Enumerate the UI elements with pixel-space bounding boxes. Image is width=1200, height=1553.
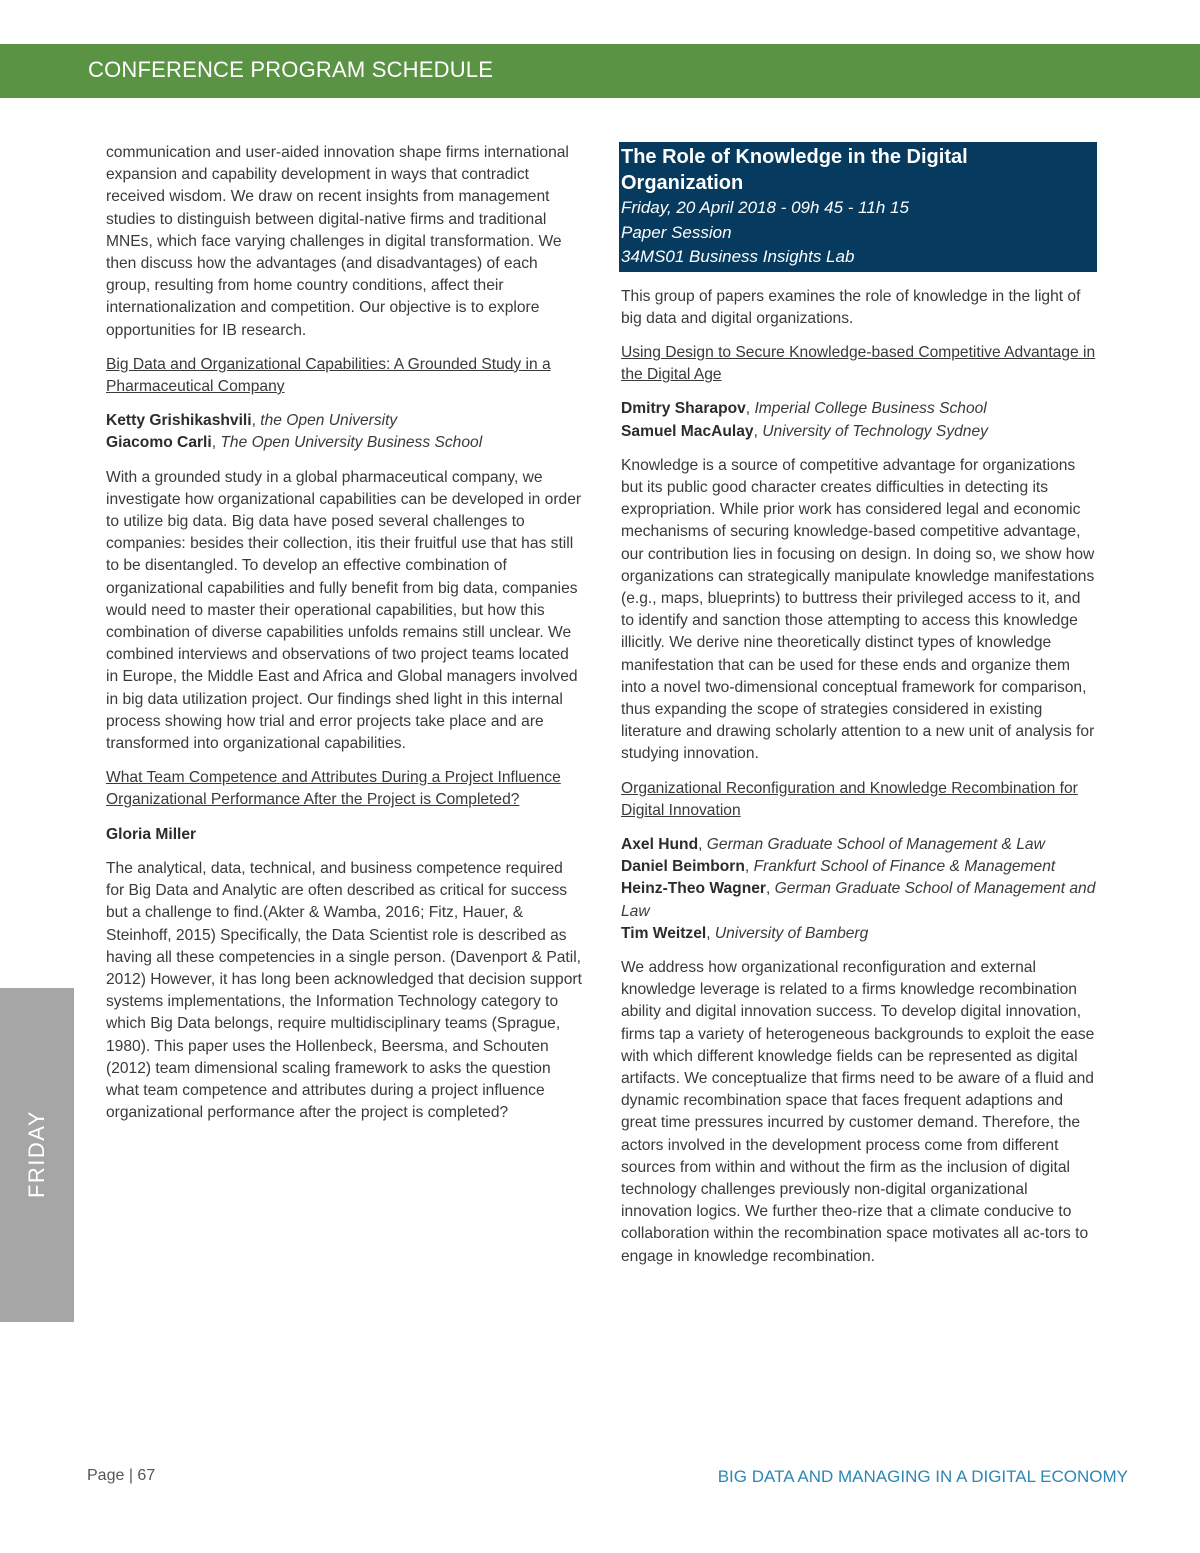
author-affiliation: University of Bamberg — [714, 924, 869, 942]
paper-abstract: Knowledge is a source of competitive advantage for organizations but its public good character creates difficulties in detecting its expropriation. While prior work has considered legal and economic mechanisms of securing knowledge-based competitive advantage, our contribution lies in focusing on design. In doing so, we show how organizations can strategically manipulate knowledge manifestations (e.g., maps, blueprints) to buttress their privileged access to it, and to identify and sanction those attempting to access this knowledge illicitly. We derive nine theoretically distinct types of knowledge manifestation that can be used for these ends and organize them into a novel two-dimensional conceptual framework for comparison, thus expanding the scope of strategies considered in existing literature and drawing scholarly attention to a new unit of analysis for studying innovation. — [621, 456, 1095, 763]
author-entry: Giacomo Carli, The Open University Business School — [106, 434, 483, 452]
author-entry: Daniel Beimborn, Frankfurt School of Finance & Management — [621, 858, 1056, 876]
left-column — [106, 142, 582, 1136]
author-affiliation: German Graduate School of Management and Law — [621, 880, 1096, 920]
session-title: The Role of Knowledge in the Digital Organization — [621, 146, 968, 194]
author-name: Gloria Miller — [106, 825, 197, 843]
session-intro: This group of papers examines the role of knowledge in the light of big data and digital organizations. — [621, 287, 1081, 327]
author-affiliation: Frankfurt School of Finance & Management — [753, 858, 1056, 876]
paper-abstract: The analytical, data, technical, and business competence required for Big Data and Analytic are often described as critical for success but a challenge to find.(Akter & Wamba, 2016; Fitz, Hauer, & Steinhoff, 2015) Specifically, the Data Scientist role is described as having all these competencies in a single person. (Davenport & Patil, 2012) However, it has long been acknowledged that decision support systems implementations, the Information Technology category to which Big Data belongs, require multidisciplinary teams (Sprague, 1980). This paper uses the Hollenbeck, Beersma, and Schouten (2012) team dimensional scaling framework to asks the question what team competence and attributes during a project influence organizational performance after the project is completed? — [106, 859, 582, 1122]
author-affiliation: The Open University Business School — [220, 434, 483, 452]
author-name: Daniel Beimborn — [621, 858, 745, 876]
author-entry: Axel Hund, German Graduate School of Management & Law — [621, 835, 1045, 853]
author-name: Dmitry Sharapov — [621, 400, 746, 418]
footer-page-number: Page | 67 — [87, 1467, 156, 1484]
paper-title[interactable]: Using Design to Secure Knowledge-based Competitive Advantage in the Digital Age — [621, 343, 1096, 384]
session-datetime: Friday, 20 April 2018 - 09h 45 - 11h 15 — [621, 198, 909, 217]
session-type: Paper Session — [621, 222, 732, 242]
author-name: Giacomo Carli — [106, 434, 212, 452]
paper-entry — [621, 778, 1097, 1268]
author-affiliation: University of Technology Sydney — [762, 422, 988, 440]
author-entry: Tim Weitzel, University of Bamberg — [621, 924, 869, 942]
author-entry — [106, 824, 582, 846]
paper-entry — [106, 354, 582, 755]
author-name: Samuel MacAulay — [621, 422, 754, 440]
side-day-tab-label: FRIDAY — [24, 1109, 49, 1199]
paper-abstract: With a grounded study in a global pharmaceutical company, we investigate how organizational capabilities can be developed in order to utilize big data. Big data have posed several challenges to companies: besides their collection, itis their fruitful use that has still to be disentangled. To develop an effective combination of organizational capabilities and fully benefit from big data, companies would need to master their operational capabilities, but how this combination of diverse capabilities unfolds remains still unclear. We combined interviews and observations of two project teams located in Europe, the Middle East and Africa and Global managers involved in big data utilization project. Our findings shed light in this internal process showing how trial and error projects take place and are transformed into organizational capabilities. — [106, 468, 582, 753]
right-column — [621, 142, 1097, 1280]
continued-abstract: communication and user-aided innovation shape firms international expansion and capability development in ways that contradict received wisdom. We draw on recent insights from management studies to distinguish between digital-native firms and traditional MNEs, which face varying challenges in digital transformation. We then discuss how the advantages (and disadvantages) of each group, resulting from home country conditions, affect their internationalization and competition. Our objective is to explore opportunities for IB research. — [106, 144, 569, 339]
author-affiliation: German Graduate School of Management & Law — [706, 835, 1045, 853]
paper-title[interactable]: Big Data and Organizational Capabilities: A Grounded Study in a Pharmaceutical Company — [106, 355, 551, 396]
author-affiliation: the Open University — [260, 412, 398, 430]
page-header-title: CONFERENCE PROGRAM SCHEDULE — [88, 57, 494, 82]
footer-publication-title: BIG DATA AND MANAGING IN A DIGITAL ECONOMY — [717, 1467, 1128, 1486]
author-entry: Ketty Grishikashvili, the Open University — [106, 412, 398, 430]
author-name: Ketty Grishikashvili — [106, 412, 252, 430]
author-list — [106, 410, 582, 454]
author-name: Axel Hund — [621, 835, 699, 853]
author-entry: Samuel MacAulay, University of Technology Sydney — [621, 422, 988, 440]
session-header-box — [619, 142, 1097, 272]
author-list — [106, 824, 582, 846]
paper-entry — [621, 342, 1097, 766]
paper-title[interactable]: What Team Competence and Attributes During a Project Influence Organizational Performance After the Project is Completed? — [106, 769, 561, 809]
paper-title[interactable]: Organizational Reconfiguration and Knowledge Recombination for Digital Innovation — [621, 779, 1078, 819]
paper-entry — [106, 767, 582, 1124]
paper-abstract: We address how organizational reconfiguration and external knowledge leverage is related to a firms knowledge recombination ability and digital innovation success. To develop digital innovation, firms tap a variety of heterogeneous backgrounds to exploit the ease with which different knowledge fields can be represented as digital artifacts. We conceptualize that firms need to be aware of a fluid and dynamic recombination space that faces frequent adaptions and great time pressures incurred by customer demand. Therefore, the actors involved in the development process come from different sources from within and without the firm as the inclusion of digital technology challenges previously non-digital organizational innovation logics. We further theo-rize that a climate conducive to collaboration within the recombination space motivates all ac-tors to engage in knowledge recombination. — [621, 958, 1095, 1265]
author-list — [621, 834, 1097, 945]
author-entry: Heinz-Theo Wagner, German Graduate School of Management and Law — [621, 880, 1096, 920]
author-list — [621, 398, 1097, 442]
author-name: Tim Weitzel — [621, 924, 707, 942]
session-room: 34MS01 Business Insights Lab — [621, 247, 855, 266]
author-affiliation: Imperial College Business School — [754, 400, 987, 418]
author-entry: Dmitry Sharapov, Imperial College Business School — [621, 400, 987, 418]
author-name: Heinz-Theo Wagner — [621, 880, 766, 898]
